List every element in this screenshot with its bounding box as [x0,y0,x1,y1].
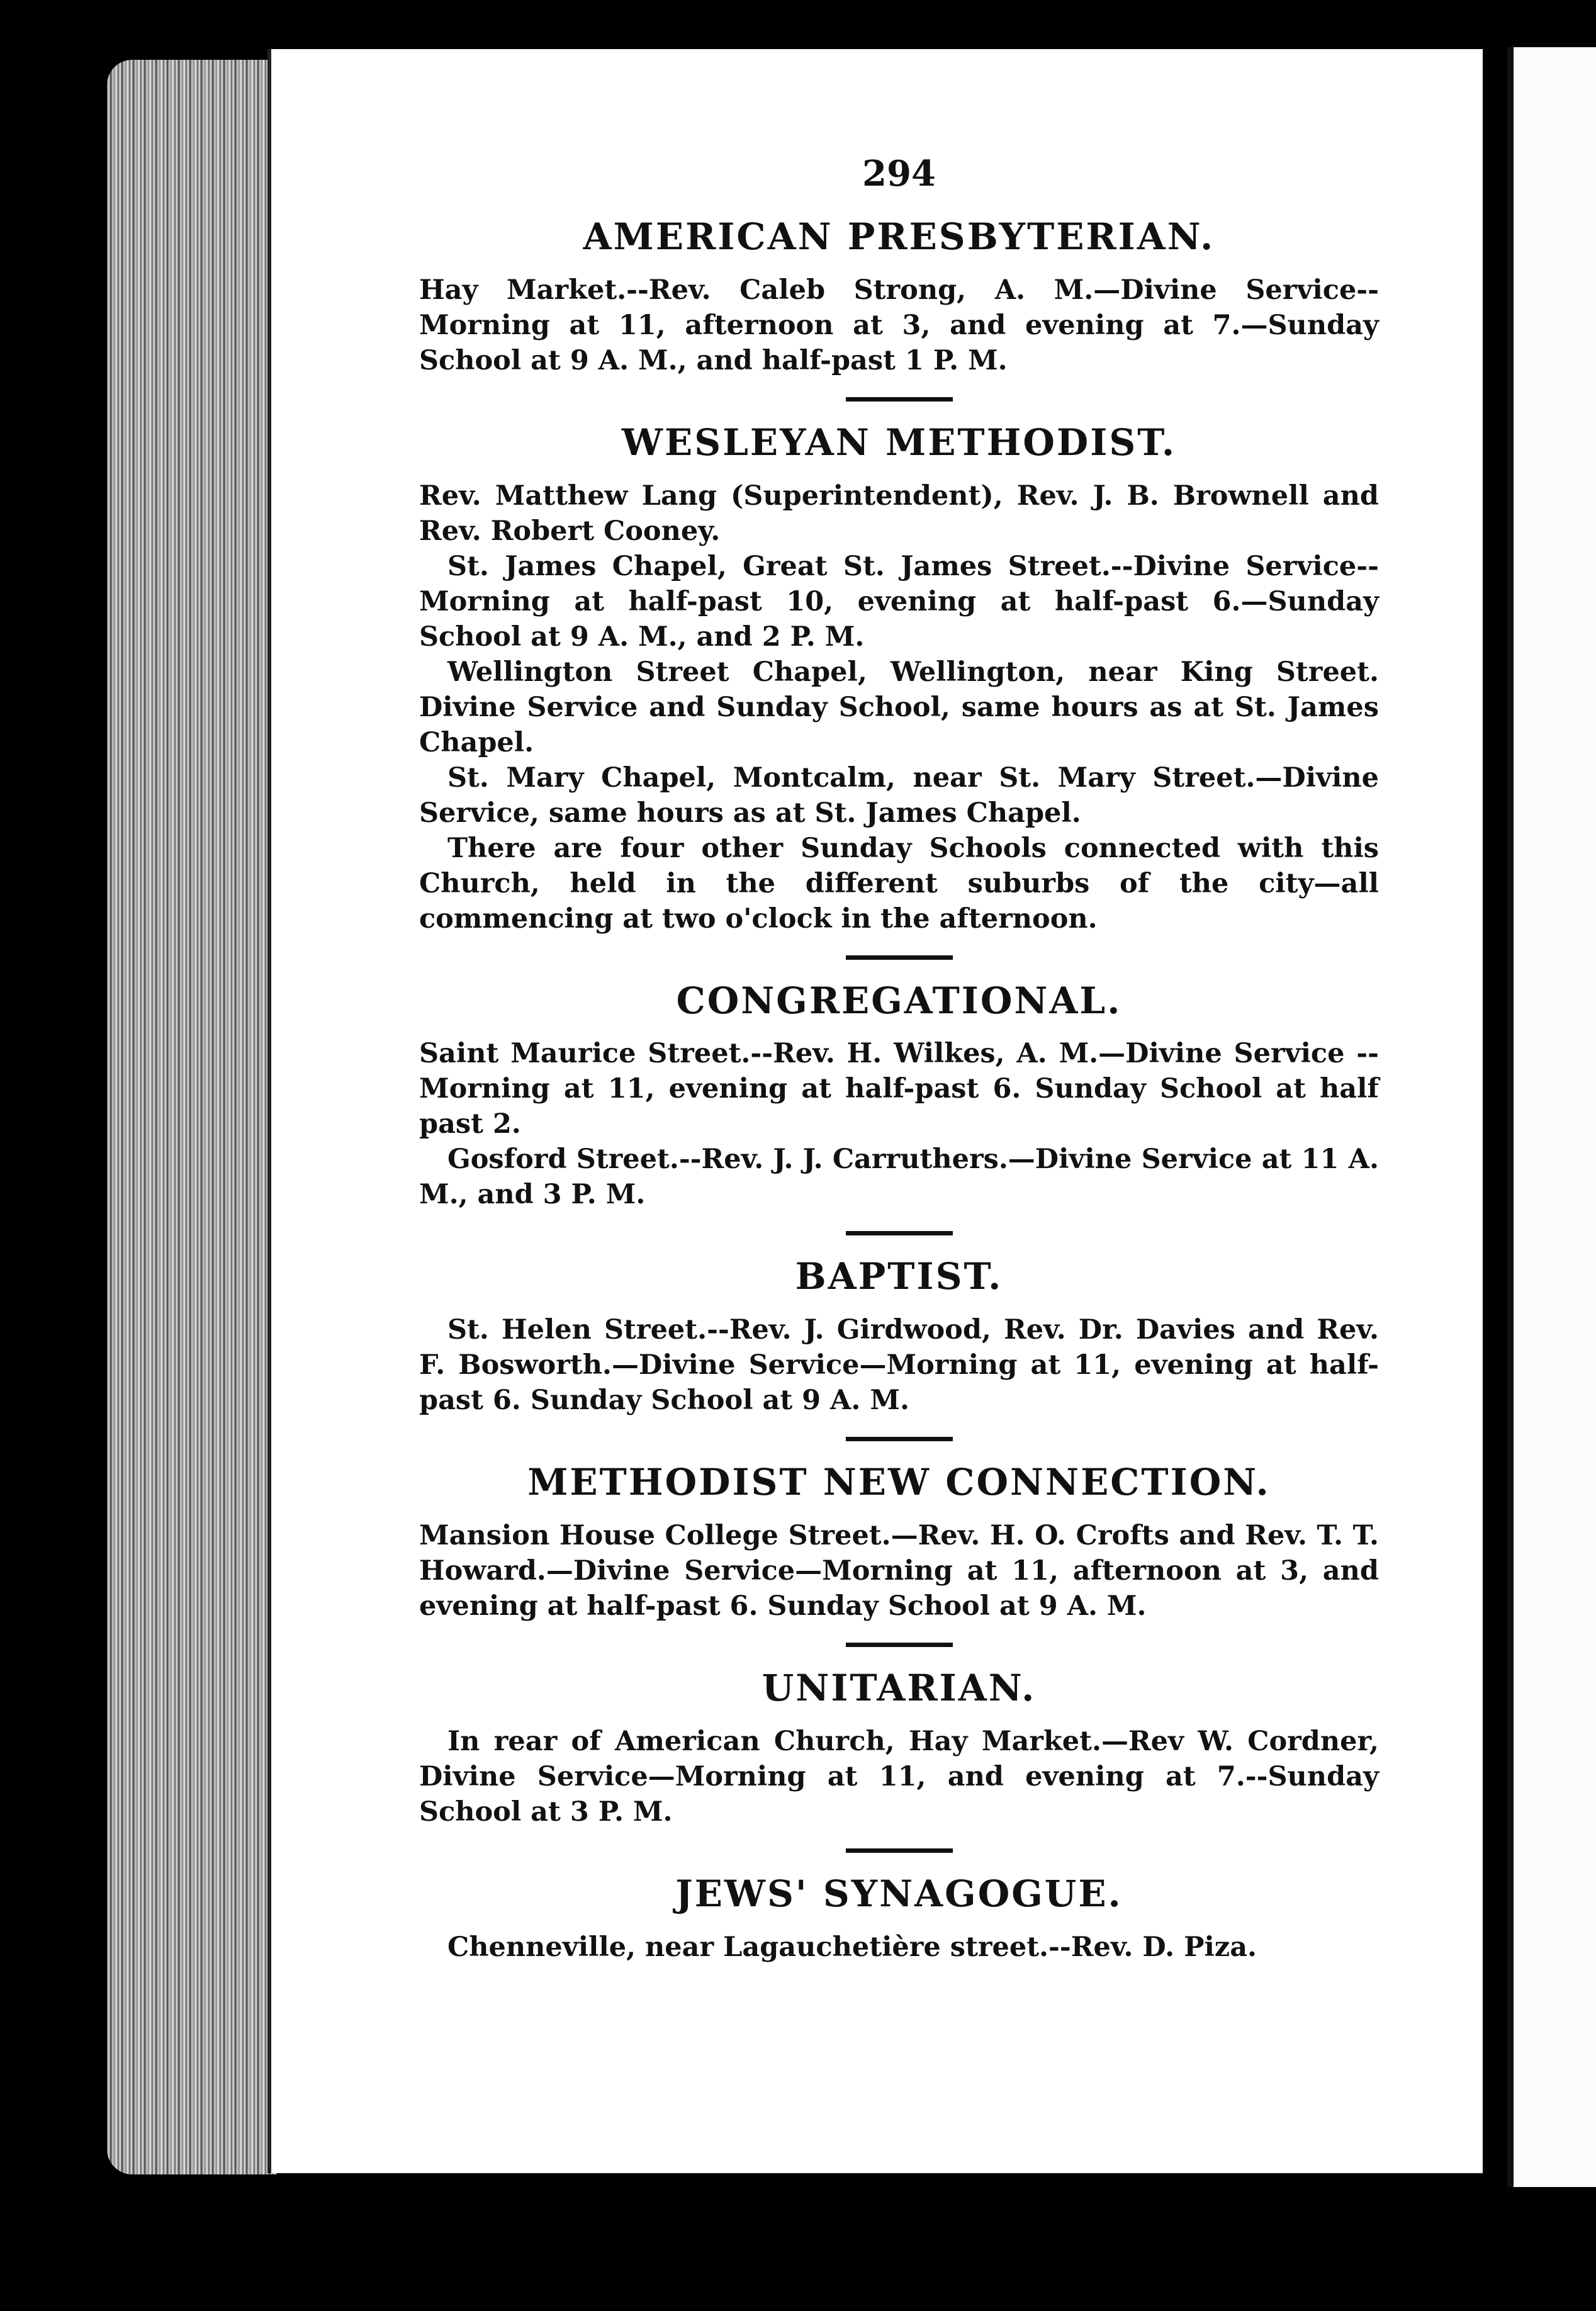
section-congregational [419,981,1379,1213]
section-paragraph: Wellington Street Chapel, Wellington, near King Street. Divine Service and Sunday School, same hours as at St. James Chapel. [419,656,1379,758]
section-baptist [419,1257,1379,1418]
section-paragraph: St. James Chapel, Great St. James Street.--Divine Service--Morning at half-past 10, evening at half-past 6.—Sunday School at 9 A. M., and 2 P. M. [419,550,1379,653]
section-paragraph: Rev. Matthew Lang (Superintendent), Rev. J. B. Brownell and Rev. Robert Cooney. [419,480,1379,547]
section-jews-synagogue [419,1874,1379,1965]
section-divider [846,397,953,402]
section-heading: CONGREGATIONAL. [676,979,1122,1022]
book-binding-edge [107,60,277,2174]
section-divider [846,1231,953,1235]
page-number: 294 [862,153,936,194]
section-paragraph: Mansion House College Street.—Rev. H. O. Crofts and Rev. T. T. Howard.—Divine Service—Morning at 11, afternoon at 3, and evening at half-past 6. Sunday School at 9 A. M. [419,1519,1379,1622]
section-heading: UNITARIAN. [761,1666,1037,1709]
section-heading: WESLEYAN METHODIST. [621,420,1177,464]
section-paragraph: St. Mary Chapel, Montcalm, near St. Mary Street.—Divine Service, same hours as at St. James Chapel. [419,762,1379,829]
section-heading: METHODIST NEW CONNECTION. [527,1461,1271,1504]
section-heading: AMERICAN PRESBYTERIAN. [583,215,1215,258]
section-methodist-new-connection [419,1463,1379,1624]
section-divider [846,1848,953,1853]
section-divider [846,955,953,960]
section-paragraph: In rear of American Church, Hay Market.—Rev W. Cordner, Divine Service—Morning at 11, and evening at 7.--Sunday School at 3 P. M. [419,1725,1379,1828]
section-paragraph: Chenneville, near Lagauchetière street.--Rev. D. Piza. [447,1931,1257,1963]
section-paragraph: St. Helen Street.--Rev. J. Girdwood, Rev. Dr. Davies and Rev. F. Bosworth.—Divine Service—Morning at 11, evening at half-past 6. Sunday School at 9 A. M. [419,1314,1379,1417]
section-wesleyan-methodist [419,420,1379,936]
book-page [267,49,1483,2173]
section-paragraph: Saint Maurice Street.--Rev. H. Wilkes, A. M.—Divine Service --Morning at 11, evening at half-past 6. Sunday School at half past 2. [419,1038,1379,1140]
section-paragraph: Hay Market.--Rev. Caleb Strong, A. M.—Divine Service--Morning at 11, afternoon at 3, and evening at 7.—Sunday School at 9 A. M., and half-past 1 P. M. [419,274,1379,376]
adjacent-page-edge [1507,47,1596,2187]
section-heading: JEWS' SYNAGOGUE. [675,1872,1123,1915]
section-heading: BAPTIST. [795,1255,1003,1298]
section-paragraph: Gosford Street.--Rev. J. J. Carruthers.—Divine Service at 11 A. M., and 3 P. M. [419,1144,1379,1211]
page-content [419,153,1379,1965]
section-paragraph: There are four other Sunday Schools connected with this Church, held in the different suburbs of the city—all commencing at two o'clock in the afternoon. [419,832,1379,935]
section-american-presbyterian [419,217,1379,378]
section-divider [846,1643,953,1647]
section-unitarian [419,1668,1379,1830]
section-divider [846,1437,953,1441]
